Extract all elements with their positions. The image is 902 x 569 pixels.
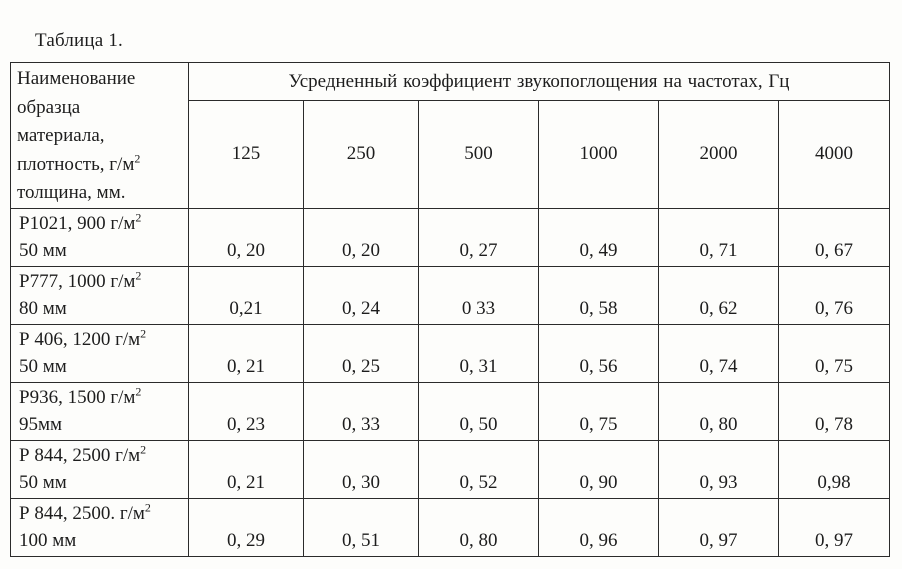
material-thickness: 50 мм (19, 471, 67, 493)
coefficient-cell: 0, 23 (189, 382, 304, 440)
coefficient-cell: 0, 20 (189, 208, 304, 266)
superscript: 2 (140, 326, 147, 341)
coefficient-cell: 0, 25 (304, 324, 419, 382)
coefficient-cell: 0, 21 (189, 324, 304, 382)
superscript: 2 (140, 442, 147, 457)
superscript: 2 (135, 268, 142, 283)
superscript: 2 (135, 210, 142, 225)
frequency-header: 500 (419, 101, 539, 208)
table-caption: Таблица 1. (35, 30, 124, 51)
coefficient-cell: 0, 80 (659, 382, 779, 440)
material-spec: Р1021, 900 г/м (19, 212, 136, 234)
coefficient-cell: 0, 24 (304, 266, 419, 324)
coefficient-cell: 0, 90 (539, 440, 659, 498)
coefficient-cell: 0, 80 (419, 498, 539, 556)
table-row (11, 498, 890, 556)
material-thickness: 50 мм (19, 355, 67, 377)
coefficient-cell: 0, 21 (189, 440, 304, 498)
coefficient-cell: 0, 71 (659, 208, 779, 266)
header-line: образца (17, 96, 81, 118)
frequency-header: 4000 (779, 101, 890, 208)
coefficient-cell: 0, 51 (304, 498, 419, 556)
frequency-header: 2000 (659, 101, 779, 208)
coefficient-cell: 0, 29 (189, 498, 304, 556)
header-line: Наименование (17, 68, 136, 89)
name-column-header (11, 63, 189, 209)
coefficient-cell: 0, 67 (779, 208, 890, 266)
frequency-header: 250 (304, 101, 419, 208)
material-thickness: 50 мм (19, 239, 67, 261)
coefficient-cell: 0, 20 (304, 208, 419, 266)
material-spec: Р777, 1000 г/м (19, 270, 136, 292)
header-line: материала, (17, 125, 105, 146)
material-spec: Р 844, 2500 г/м (19, 444, 141, 466)
coefficient-cell: 0, 97 (779, 498, 890, 556)
coefficient-cell: 0, 30 (304, 440, 419, 498)
coefficient-cell: 0,21 (189, 266, 304, 324)
superscript: 2 (144, 500, 151, 515)
material-name-cell (11, 324, 189, 382)
frequency-header: 125 (189, 101, 304, 208)
coefficient-cell: 0, 52 (419, 440, 539, 498)
frequency-span-header: Усредненный коэффициент звукопоглощения на частотах, Гц (189, 63, 890, 101)
material-name-cell (11, 382, 189, 440)
coefficient-cell: 0, 78 (779, 382, 890, 440)
header-row-1 (11, 63, 890, 101)
superscript: 2 (135, 384, 142, 399)
coefficient-cell: 0, 31 (419, 324, 539, 382)
table-row (11, 440, 890, 498)
coefficient-cell: 0, 49 (539, 208, 659, 266)
coefficient-cell: 0, 93 (659, 440, 779, 498)
header-line: плотность, г/м (17, 153, 135, 175)
frequency-header: 1000 (539, 101, 659, 208)
coefficient-cell: 0, 74 (659, 324, 779, 382)
table-row (11, 324, 890, 382)
coefficient-cell: 0, 62 (659, 266, 779, 324)
material-spec: Р936, 1500 г/м (19, 386, 136, 408)
material-name-cell (11, 208, 189, 266)
material-name-cell (11, 266, 189, 324)
table-row (11, 382, 890, 440)
table-row (11, 208, 890, 266)
header-line: толщина, мм. (17, 182, 126, 203)
material-name-cell (11, 498, 189, 556)
material-thickness: 95мм (19, 413, 63, 435)
material-thickness: 100 мм (19, 529, 77, 551)
material-spec: Р 406, 1200 г/м (19, 328, 141, 350)
material-name-cell (11, 440, 189, 498)
material-spec: Р 844, 2500. г/м (19, 502, 145, 524)
absorption-table (10, 62, 890, 557)
coefficient-cell: 0, 96 (539, 498, 659, 556)
material-thickness: 80 мм (19, 297, 67, 319)
table-body (11, 208, 890, 556)
coefficient-cell: 0, 56 (539, 324, 659, 382)
coefficient-cell: 0, 50 (419, 382, 539, 440)
table-row (11, 266, 890, 324)
coefficient-cell: 0, 58 (539, 266, 659, 324)
coefficient-cell: 0, 27 (419, 208, 539, 266)
coefficient-cell: 0, 75 (779, 324, 890, 382)
coefficient-cell: 0, 33 (304, 382, 419, 440)
coefficient-cell: 0, 75 (539, 382, 659, 440)
coefficient-cell: 0 33 (419, 266, 539, 324)
superscript: 2 (134, 151, 141, 166)
coefficient-cell: 0, 97 (659, 498, 779, 556)
coefficient-cell: 0, 76 (779, 266, 890, 324)
coefficient-cell: 0,98 (779, 440, 890, 498)
